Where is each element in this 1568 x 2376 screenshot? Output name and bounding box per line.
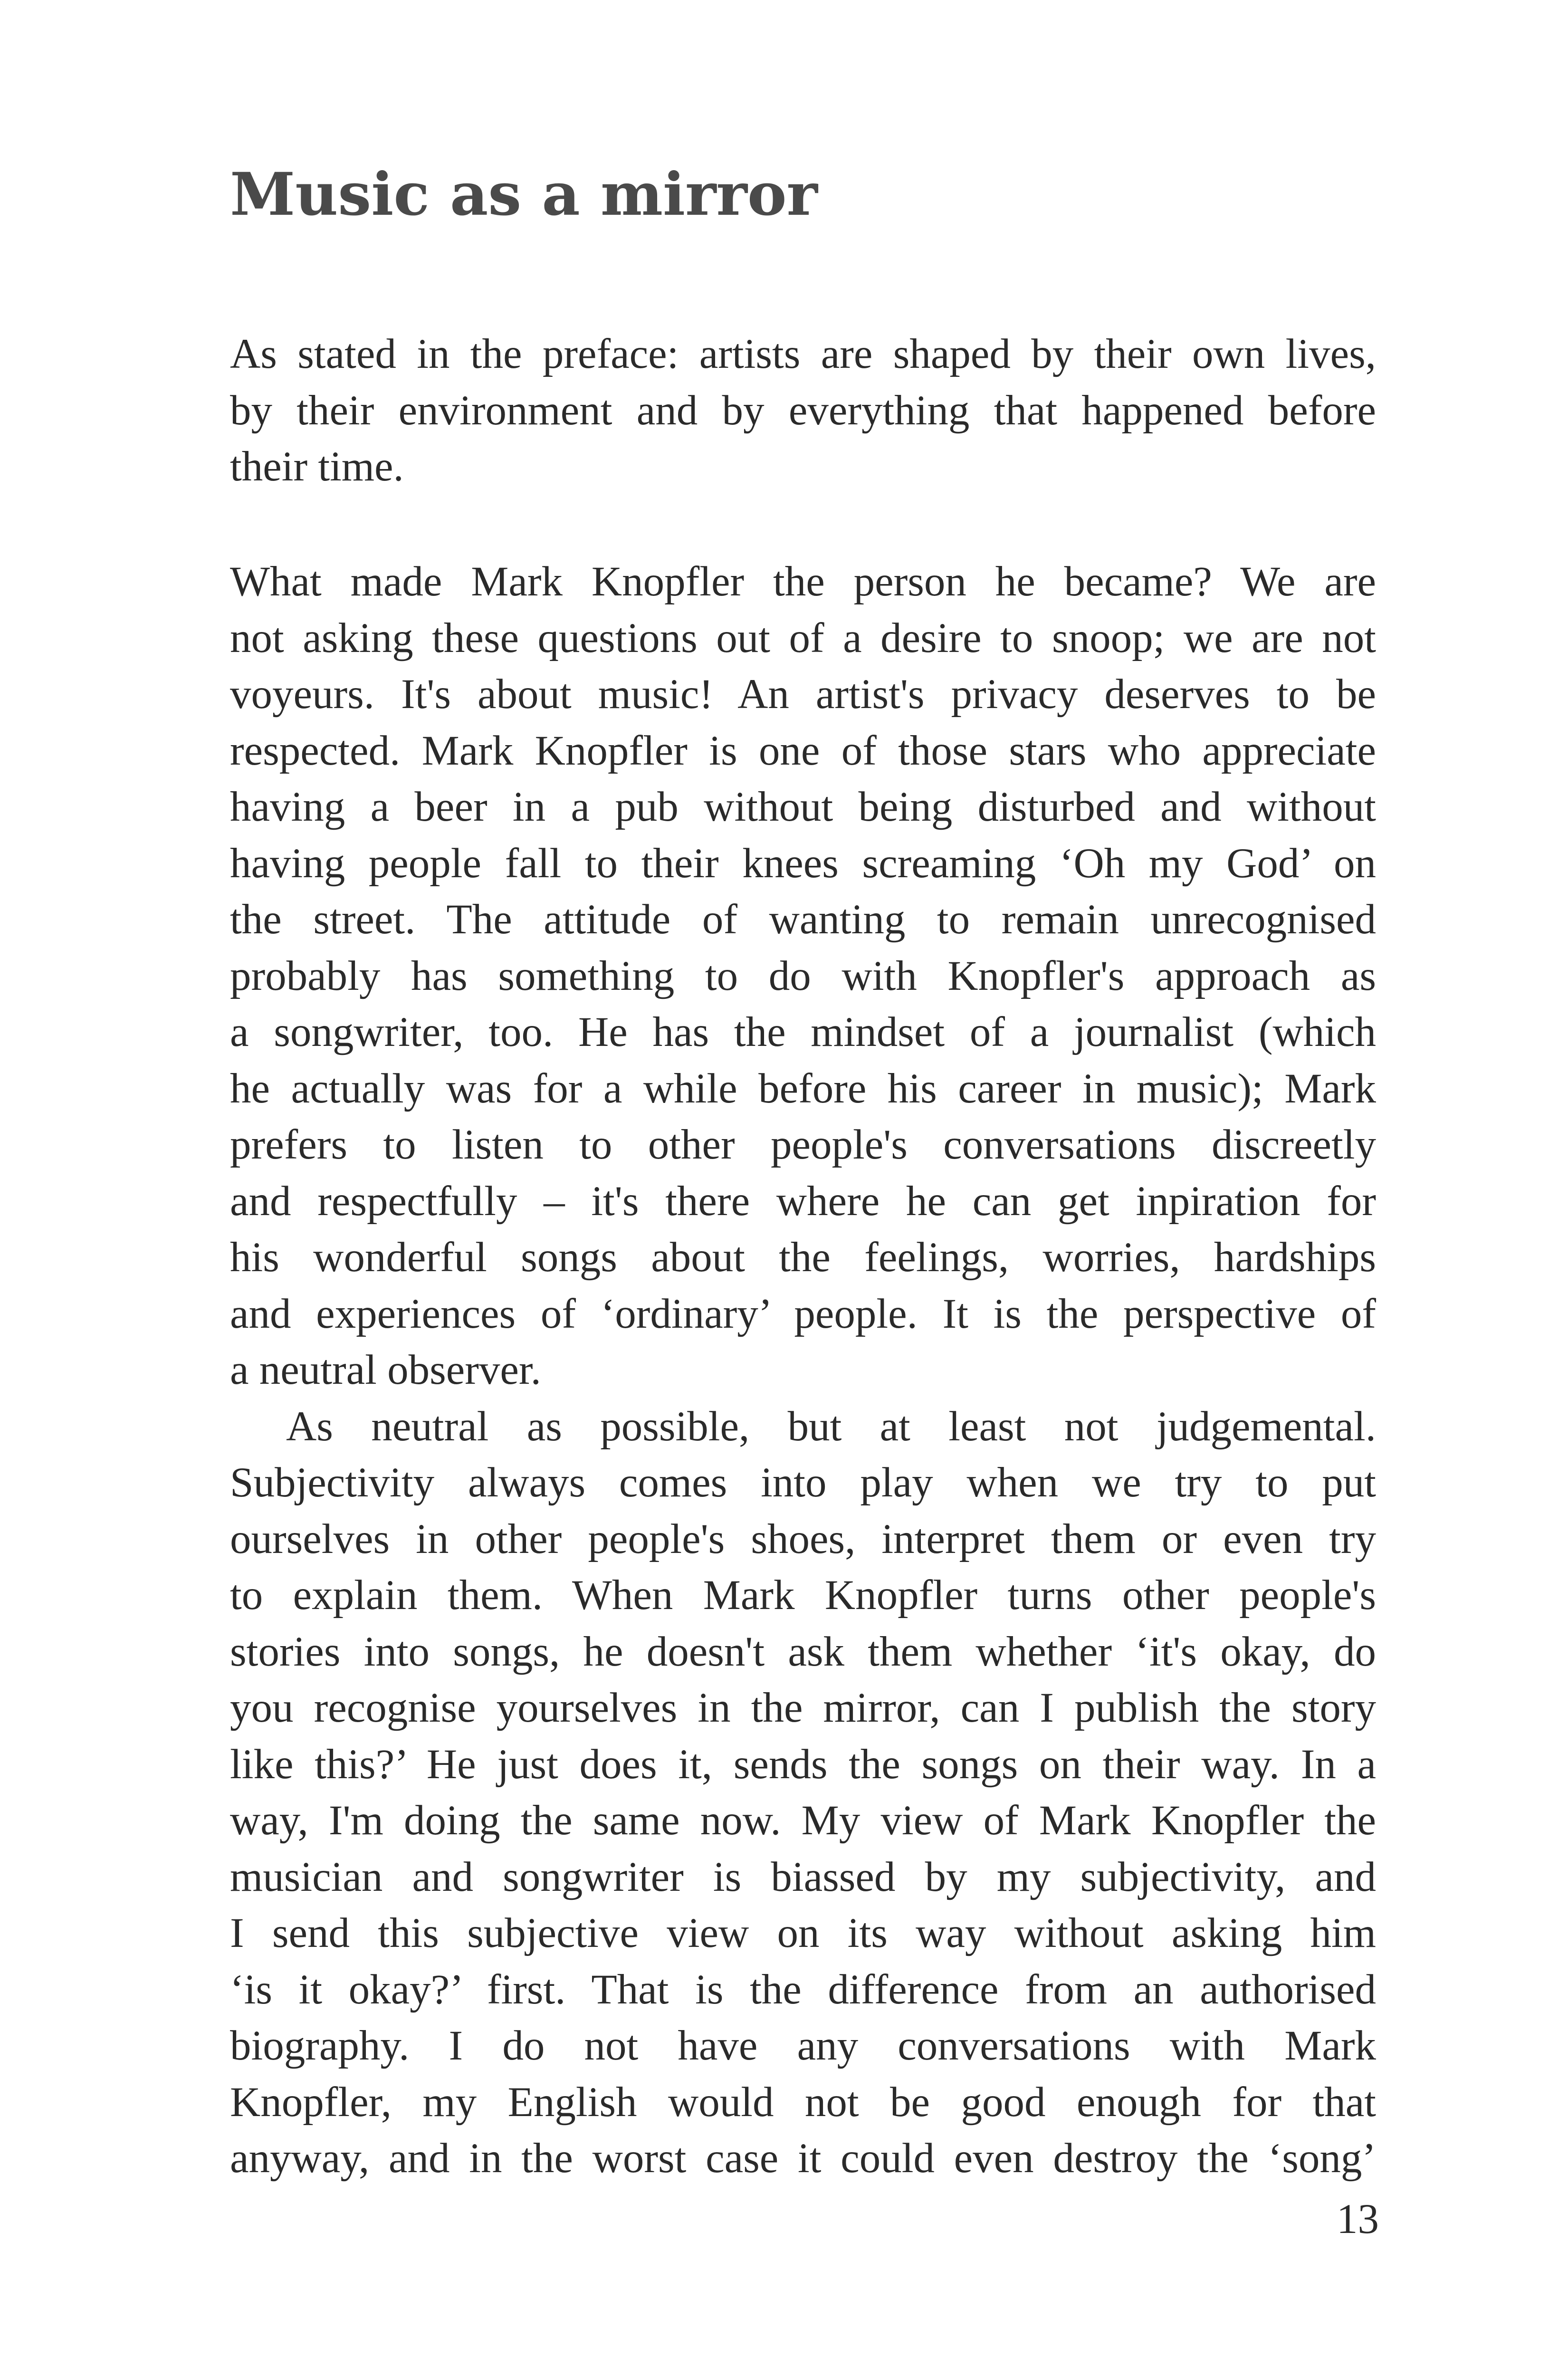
paragraph-2-line: not asking these questions out of a desire to snoop; we are not — [230, 614, 1376, 661]
page-number: 13 — [1337, 2196, 1379, 2242]
paragraph-3-line: Subjectivity always comes into play when we try to put — [230, 1459, 1376, 1506]
paragraph-3-line: biography. I do not have any conversations with Mark — [230, 2022, 1376, 2069]
paragraph-3-line: anyway, and in the worst case it could even destroy the ‘song’ — [230, 2135, 1376, 2182]
paragraph-3-line: to explain them. When Mark Knopfler turns other people's — [230, 1572, 1376, 1619]
paragraph-3-line: musician and songwriter is biassed by my subjectivity, and — [230, 1853, 1376, 1900]
paragraph-2-line: probably has something to do with Knopfler's approach as — [230, 952, 1376, 999]
paragraph-2-line: a songwriter, too. He has the mindset of a journalist (which — [230, 1009, 1376, 1055]
paragraph-3-line: Knopfler, my English would not be good enough for that — [230, 2079, 1376, 2126]
paragraph-2-line: What made Mark Knopfler the person he became? We are — [230, 558, 1376, 605]
paragraph-3-line: ourselves in other people's shoes, interpret them or even try — [230, 1515, 1376, 1562]
paragraph-2-line: and respectfully – it's there where he can get inpiration for — [230, 1178, 1376, 1225]
paragraph-2 — [230, 554, 1376, 2187]
paragraph-3-line: you recognise yourselves in the mirror, can I publish the story — [230, 1685, 1376, 1731]
paragraph-2-line: the street. The attitude of wanting to remain unrecognised — [230, 896, 1376, 943]
chapter-title: Music as a mirror — [230, 160, 818, 229]
paragraph-2-line: having people fall to their knees screaming ‘Oh my God’ on — [230, 840, 1376, 887]
paragraph-3-line: I send this subjective view on its way without asking him — [230, 1910, 1376, 1956]
paragraph-1-line: As stated in the preface: artists are shaped by their own lives, — [230, 331, 1376, 377]
paragraph-1-line: by their environment and by everything that happened before — [230, 387, 1376, 434]
paragraph-3-line: way, I'm doing the same now. My view of Mark Knopfler the — [230, 1797, 1376, 1844]
paragraph-2-line: his wonderful songs about the feelings, worries, hardships — [230, 1234, 1376, 1281]
paragraph-3-line: like this?’ He just does it, sends the songs on their way. In a — [230, 1741, 1376, 1788]
paragraph-2-line: voyeurs. It's about music! An artist's privacy deserves to be — [230, 671, 1376, 718]
paragraph-2-line: having a beer in a pub without being disturbed and without — [230, 784, 1376, 830]
paragraph-1-line: their time. — [230, 443, 404, 490]
paragraph-3-line: As neutral as possible, but at least not judgemental. — [286, 1403, 1376, 1450]
paragraph-2-line: prefers to listen to other people's conversations discreetly — [230, 1121, 1376, 1168]
paragraph-2-line: he actually was for a while before his career in music); Mark — [230, 1065, 1376, 1112]
paragraph-2-line: and experiences of ‘ordinary’ people. It is the perspective of — [230, 1290, 1376, 1337]
paragraph-2-line: respected. Mark Knopfler is one of those stars who appreciate — [230, 727, 1376, 774]
paragraph-3-line: stories into songs, he doesn't ask them whether ‘it's okay, do — [230, 1628, 1376, 1675]
paragraph-3-line: ‘is it okay?’ first. That is the difference from an authorised — [230, 1966, 1376, 2013]
paragraph-1 — [230, 326, 1376, 495]
paragraph-2-line: a neutral observer. — [230, 1347, 541, 1393]
